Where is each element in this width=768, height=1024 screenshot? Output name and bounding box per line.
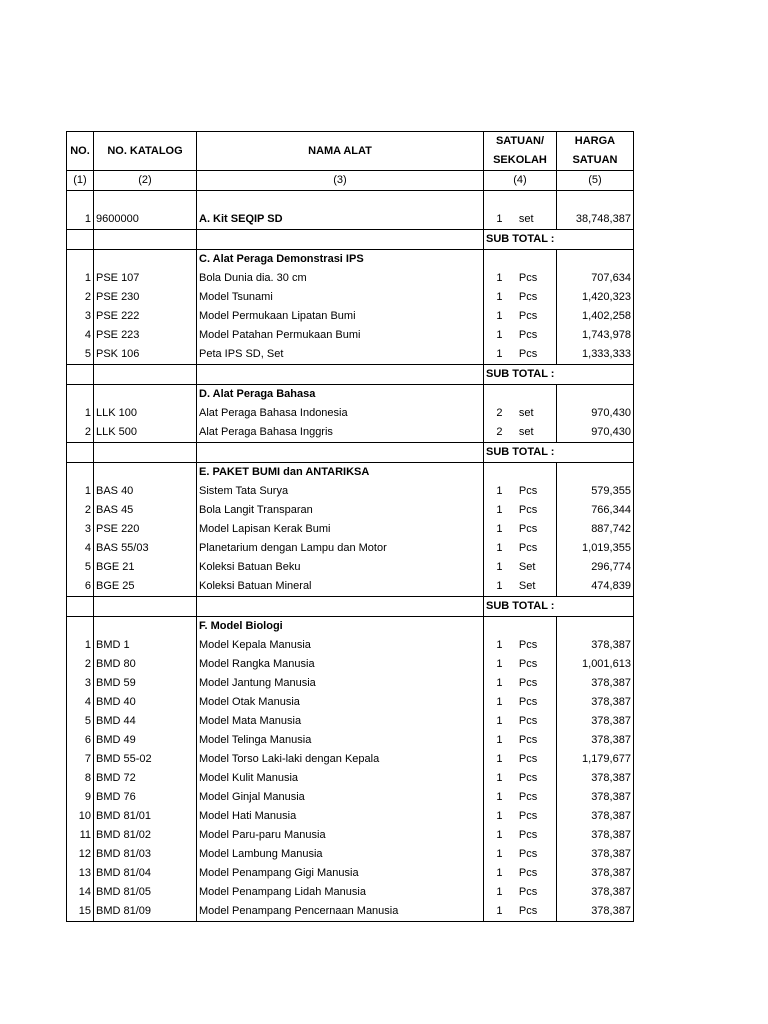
unit-price: 1,420,323 bbox=[556, 288, 633, 307]
unit-price: 378,387 bbox=[556, 788, 633, 807]
table-row bbox=[67, 520, 634, 539]
unit-price: 378,387 bbox=[556, 731, 633, 750]
table-row bbox=[67, 769, 634, 788]
header-satuan-line1: SATUAN/ bbox=[495, 135, 545, 147]
item-unit: Set bbox=[515, 558, 557, 577]
catalog-number: BMD 44 bbox=[94, 712, 197, 731]
catalog-number: BMD 81/05 bbox=[94, 883, 197, 902]
item-name: Model Kepala Manusia bbox=[197, 636, 484, 655]
subtotal-row bbox=[67, 443, 634, 463]
row-number: 8 bbox=[67, 769, 94, 788]
item-name: Model Paru-paru Manusia bbox=[197, 826, 484, 845]
row-number: 1 bbox=[67, 482, 94, 501]
item-name: Model Rangka Manusia bbox=[197, 655, 484, 674]
row-number: 1 bbox=[67, 269, 94, 288]
table-row bbox=[67, 750, 634, 769]
row-number: 4 bbox=[67, 539, 94, 558]
header-no: NO. bbox=[67, 132, 94, 171]
table-row bbox=[67, 902, 634, 922]
item-name: A. Kit SEQIP SD bbox=[197, 210, 484, 230]
subtotal-row bbox=[67, 365, 634, 385]
table-row bbox=[67, 345, 634, 365]
subtotal-value bbox=[556, 443, 633, 463]
catalog-number: BMD 72 bbox=[94, 769, 197, 788]
column-number-1: (1) bbox=[67, 171, 94, 191]
table-row bbox=[67, 864, 634, 883]
item-quantity: 1 bbox=[484, 731, 515, 750]
catalog-number: BAS 55/03 bbox=[94, 539, 197, 558]
table-row bbox=[67, 307, 634, 326]
item-unit: Pcs bbox=[515, 769, 557, 788]
price-list-table bbox=[66, 131, 634, 922]
item-quantity: 1 bbox=[484, 482, 515, 501]
item-unit: Pcs bbox=[515, 712, 557, 731]
item-unit: Pcs bbox=[515, 826, 557, 845]
table-row bbox=[67, 655, 634, 674]
unit-price: 1,001,613 bbox=[556, 655, 633, 674]
item-unit: Pcs bbox=[515, 807, 557, 826]
catalog-number: BMD 81/04 bbox=[94, 864, 197, 883]
header-satuan bbox=[484, 132, 557, 171]
unit-price: 378,387 bbox=[556, 864, 633, 883]
catalog-number: PSE 222 bbox=[94, 307, 197, 326]
item-name: Model Hati Manusia bbox=[197, 807, 484, 826]
table-row bbox=[67, 807, 634, 826]
unit-price: 378,387 bbox=[556, 883, 633, 902]
item-name: Model Mata Manusia bbox=[197, 712, 484, 731]
unit-price: 766,344 bbox=[556, 501, 633, 520]
item-quantity: 1 bbox=[484, 693, 515, 712]
catalog-number: LLK 500 bbox=[94, 423, 197, 443]
catalog-number: 9600000 bbox=[94, 210, 197, 230]
row-number: 1 bbox=[67, 210, 94, 230]
item-name: Koleksi Batuan Beku bbox=[197, 558, 484, 577]
section-title: F. Model Biologi bbox=[197, 617, 484, 637]
table-row bbox=[67, 539, 634, 558]
unit-price: 378,387 bbox=[556, 712, 633, 731]
item-name: Model Patahan Permukaan Bumi bbox=[197, 326, 484, 345]
table-row bbox=[67, 636, 634, 655]
item-quantity: 1 bbox=[484, 902, 515, 922]
item-name: Model Lambung Manusia bbox=[197, 845, 484, 864]
item-quantity: 1 bbox=[484, 520, 515, 539]
catalog-number: PSE 107 bbox=[94, 269, 197, 288]
section-title: E. PAKET BUMI dan ANTARIKSA bbox=[197, 463, 484, 483]
item-quantity: 1 bbox=[484, 636, 515, 655]
item-name: Alat Peraga Bahasa Indonesia bbox=[197, 404, 484, 423]
table-row bbox=[67, 826, 634, 845]
unit-price: 1,743,978 bbox=[556, 326, 633, 345]
row-number: 9 bbox=[67, 788, 94, 807]
row-number: 5 bbox=[67, 345, 94, 365]
item-name: Model Jantung Manusia bbox=[197, 674, 484, 693]
item-quantity: 1 bbox=[484, 501, 515, 520]
item-name: Planetarium dengan Lampu dan Motor bbox=[197, 539, 484, 558]
unit-price: 1,179,677 bbox=[556, 750, 633, 769]
item-quantity: 1 bbox=[484, 674, 515, 693]
item-quantity: 1 bbox=[484, 558, 515, 577]
catalog-number: BMD 81/02 bbox=[94, 826, 197, 845]
item-unit: Pcs bbox=[515, 288, 557, 307]
header-nama: NAMA ALAT bbox=[197, 132, 484, 171]
section-title: D. Alat Peraga Bahasa bbox=[197, 385, 484, 405]
row-number: 3 bbox=[67, 674, 94, 693]
item-name: Model Penampang Pencernaan Manusia bbox=[197, 902, 484, 922]
table-row bbox=[67, 693, 634, 712]
row-number: 6 bbox=[67, 731, 94, 750]
table-row bbox=[67, 731, 634, 750]
catalog-number: PSE 223 bbox=[94, 326, 197, 345]
item-quantity: 1 bbox=[484, 655, 515, 674]
column-number-4: (4) bbox=[484, 171, 557, 191]
row-number: 1 bbox=[67, 636, 94, 655]
unit-price: 296,774 bbox=[556, 558, 633, 577]
unit-price: 38,748,387 bbox=[556, 210, 633, 230]
item-quantity: 1 bbox=[484, 769, 515, 788]
table-body bbox=[67, 132, 634, 922]
catalog-number: PSK 106 bbox=[94, 345, 197, 365]
item-unit: Set bbox=[515, 577, 557, 597]
row-number: 5 bbox=[67, 558, 94, 577]
table-row bbox=[67, 577, 634, 597]
item-unit: Pcs bbox=[515, 750, 557, 769]
section-title-row bbox=[67, 617, 634, 637]
column-number-2: (2) bbox=[94, 171, 197, 191]
row-number: 5 bbox=[67, 712, 94, 731]
column-number-3: (3) bbox=[197, 171, 484, 191]
item-unit: Pcs bbox=[515, 693, 557, 712]
row-number: 3 bbox=[67, 307, 94, 326]
item-unit: Pcs bbox=[515, 674, 557, 693]
item-name: Model Penampang Lidah Manusia bbox=[197, 883, 484, 902]
item-unit: Pcs bbox=[515, 520, 557, 539]
header-row bbox=[67, 132, 634, 171]
header-harga-line2: SATUAN bbox=[572, 154, 618, 166]
unit-price: 378,387 bbox=[556, 807, 633, 826]
item-name: Model Telinga Manusia bbox=[197, 731, 484, 750]
item-quantity: 1 bbox=[484, 712, 515, 731]
item-unit: set bbox=[515, 423, 557, 443]
item-name: Peta IPS SD, Set bbox=[197, 345, 484, 365]
unit-price: 474,839 bbox=[556, 577, 633, 597]
table-row bbox=[67, 404, 634, 423]
item-name: Model Otak Manusia bbox=[197, 693, 484, 712]
subtotal-row bbox=[67, 597, 634, 617]
item-unit: Pcs bbox=[515, 731, 557, 750]
table-row bbox=[67, 845, 634, 864]
header-katalog: NO. KATALOG bbox=[94, 132, 197, 171]
subtotal-value bbox=[556, 230, 633, 250]
item-quantity: 1 bbox=[484, 307, 515, 326]
item-quantity: 1 bbox=[484, 288, 515, 307]
catalog-number: PSE 230 bbox=[94, 288, 197, 307]
unit-price: 378,387 bbox=[556, 636, 633, 655]
section-title-row bbox=[67, 463, 634, 483]
item-unit: Pcs bbox=[515, 345, 557, 365]
item-quantity: 1 bbox=[484, 345, 515, 365]
header-harga-line1: HARGA bbox=[574, 135, 616, 147]
item-unit: Pcs bbox=[515, 864, 557, 883]
table-row bbox=[67, 501, 634, 520]
unit-price: 887,742 bbox=[556, 520, 633, 539]
item-quantity: 1 bbox=[484, 269, 515, 288]
catalog-number: BMD 81/03 bbox=[94, 845, 197, 864]
table-row bbox=[67, 482, 634, 501]
header-satuan-line2: SEKOLAH bbox=[493, 154, 547, 166]
subtotal-label: SUB TOTAL : bbox=[484, 443, 557, 463]
table-row bbox=[67, 326, 634, 345]
item-name: Model Kulit Manusia bbox=[197, 769, 484, 788]
unit-price: 1,333,333 bbox=[556, 345, 633, 365]
subtotal-value bbox=[556, 597, 633, 617]
unit-price: 1,019,355 bbox=[556, 539, 633, 558]
row-number: 11 bbox=[67, 826, 94, 845]
item-unit: Pcs bbox=[515, 501, 557, 520]
row-number: 2 bbox=[67, 423, 94, 443]
unit-price: 378,387 bbox=[556, 902, 633, 922]
catalog-number: BGE 25 bbox=[94, 577, 197, 597]
table-row bbox=[67, 558, 634, 577]
catalog-number: BAS 45 bbox=[94, 501, 197, 520]
table-row bbox=[67, 269, 634, 288]
item-name: Model Permukaan Lipatan Bumi bbox=[197, 307, 484, 326]
table-row bbox=[67, 674, 634, 693]
catalog-number: LLK 100 bbox=[94, 404, 197, 423]
catalog-number: BMD 55-02 bbox=[94, 750, 197, 769]
subtotal-label: SUB TOTAL : bbox=[484, 230, 557, 250]
unit-price: 378,387 bbox=[556, 826, 633, 845]
item-name: Bola Dunia dia. 30 cm bbox=[197, 269, 484, 288]
item-quantity: 1 bbox=[484, 577, 515, 597]
catalog-number: BMD 81/01 bbox=[94, 807, 197, 826]
item-unit: Pcs bbox=[515, 269, 557, 288]
unit-price: 970,430 bbox=[556, 404, 633, 423]
item-quantity: 1 bbox=[484, 539, 515, 558]
item-unit: Pcs bbox=[515, 326, 557, 345]
item-name: Alat Peraga Bahasa Inggris bbox=[197, 423, 484, 443]
header-harga bbox=[556, 132, 633, 171]
unit-price: 378,387 bbox=[556, 845, 633, 864]
item-unit: Pcs bbox=[515, 788, 557, 807]
unit-price: 970,430 bbox=[556, 423, 633, 443]
item-unit: Pcs bbox=[515, 902, 557, 922]
catalog-number: BMD 40 bbox=[94, 693, 197, 712]
row-number: 2 bbox=[67, 288, 94, 307]
catalog-number: BMD 1 bbox=[94, 636, 197, 655]
row-number: 14 bbox=[67, 883, 94, 902]
row-number: 2 bbox=[67, 501, 94, 520]
table-row bbox=[67, 883, 634, 902]
item-quantity: 1 bbox=[484, 807, 515, 826]
unit-price: 378,387 bbox=[556, 674, 633, 693]
row-number: 10 bbox=[67, 807, 94, 826]
item-quantity: 1 bbox=[484, 883, 515, 902]
section-title-row bbox=[67, 385, 634, 405]
item-quantity: 2 bbox=[484, 423, 515, 443]
catalog-number: BMD 76 bbox=[94, 788, 197, 807]
subtotal-label: SUB TOTAL : bbox=[484, 597, 557, 617]
item-name: Model Ginjal Manusia bbox=[197, 788, 484, 807]
section-title-row bbox=[67, 250, 634, 270]
catalog-number: BAS 40 bbox=[94, 482, 197, 501]
item-quantity: 1 bbox=[484, 750, 515, 769]
catalog-number: BMD 59 bbox=[94, 674, 197, 693]
item-unit: Pcs bbox=[515, 636, 557, 655]
row-number: 12 bbox=[67, 845, 94, 864]
unit-price: 707,634 bbox=[556, 269, 633, 288]
column-number-5: (5) bbox=[556, 171, 633, 191]
row-number: 15 bbox=[67, 902, 94, 922]
row-number: 13 bbox=[67, 864, 94, 883]
item-unit: set bbox=[515, 210, 557, 230]
item-name: Bola Langit Transparan bbox=[197, 501, 484, 520]
item-unit: Pcs bbox=[515, 883, 557, 902]
catalog-number: BMD 81/09 bbox=[94, 902, 197, 922]
item-name: Sistem Tata Surya bbox=[197, 482, 484, 501]
row-number: 2 bbox=[67, 655, 94, 674]
row-number: 4 bbox=[67, 326, 94, 345]
item-unit: Pcs bbox=[515, 307, 557, 326]
row-number: 4 bbox=[67, 693, 94, 712]
item-quantity: 1 bbox=[484, 826, 515, 845]
item-quantity: 1 bbox=[484, 864, 515, 883]
subtotal-label: SUB TOTAL : bbox=[484, 365, 557, 385]
table-row bbox=[67, 712, 634, 731]
item-quantity: 1 bbox=[484, 210, 515, 230]
row-number: 6 bbox=[67, 577, 94, 597]
row-number: 1 bbox=[67, 404, 94, 423]
unit-price: 378,387 bbox=[556, 693, 633, 712]
subtotal-value bbox=[556, 365, 633, 385]
row-number: 3 bbox=[67, 520, 94, 539]
item-name: Model Lapisan Kerak Bumi bbox=[197, 520, 484, 539]
item-quantity: 2 bbox=[484, 404, 515, 423]
table-row bbox=[67, 788, 634, 807]
item-name: Koleksi Batuan Mineral bbox=[197, 577, 484, 597]
catalog-number: BMD 80 bbox=[94, 655, 197, 674]
unit-price: 1,402,258 bbox=[556, 307, 633, 326]
row-number: 7 bbox=[67, 750, 94, 769]
catalog-number: BGE 21 bbox=[94, 558, 197, 577]
table-row bbox=[67, 210, 634, 230]
item-name: Model Penampang Gigi Manusia bbox=[197, 864, 484, 883]
item-quantity: 1 bbox=[484, 845, 515, 864]
item-name: Model Torso Laki-laki dengan Kepala bbox=[197, 750, 484, 769]
subtotal-row bbox=[67, 230, 634, 250]
item-quantity: 1 bbox=[484, 788, 515, 807]
unit-price: 378,387 bbox=[556, 769, 633, 788]
item-unit: Pcs bbox=[515, 482, 557, 501]
item-quantity: 1 bbox=[484, 326, 515, 345]
column-number-row bbox=[67, 171, 634, 191]
spacer-row bbox=[67, 191, 634, 211]
table-row bbox=[67, 288, 634, 307]
item-unit: Pcs bbox=[515, 539, 557, 558]
item-unit: Pcs bbox=[515, 655, 557, 674]
item-unit: set bbox=[515, 404, 557, 423]
item-unit: Pcs bbox=[515, 845, 557, 864]
section-title: C. Alat Peraga Demonstrasi IPS bbox=[197, 250, 484, 270]
catalog-number: BMD 49 bbox=[94, 731, 197, 750]
table-row bbox=[67, 423, 634, 443]
catalog-number: PSE 220 bbox=[94, 520, 197, 539]
unit-price: 579,355 bbox=[556, 482, 633, 501]
item-name: Model Tsunami bbox=[197, 288, 484, 307]
